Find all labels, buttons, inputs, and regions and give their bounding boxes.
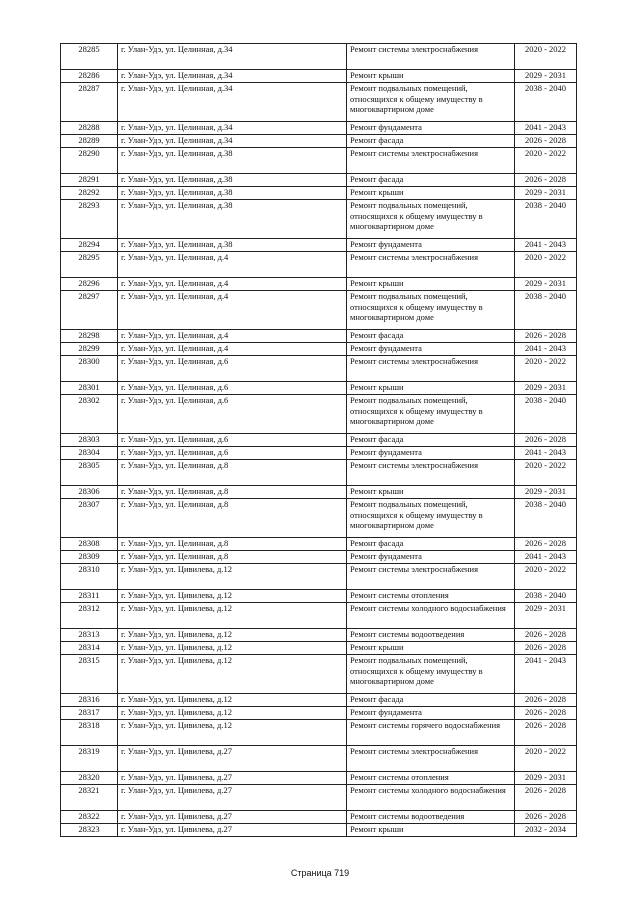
row-period-cell: 2029 - 2031 bbox=[515, 486, 577, 499]
row-address-cell: г. Улан-Удэ, ул. Цивилева, д.12 bbox=[118, 694, 347, 707]
table-row bbox=[61, 356, 577, 382]
row-address-cell: г. Улан-Удэ, ул. Целинная, д.38 bbox=[118, 148, 347, 174]
row-address-cell: г. Улан-Удэ, ул. Целинная, д.38 bbox=[118, 239, 347, 252]
table-row bbox=[61, 707, 577, 720]
row-id-cell: 28311 bbox=[61, 590, 118, 603]
row-work-cell: Ремонт системы холодного водоснабжения bbox=[347, 603, 515, 629]
table-row bbox=[61, 135, 577, 148]
table-row bbox=[61, 811, 577, 824]
row-period-cell: 2026 - 2028 bbox=[515, 707, 577, 720]
row-work-cell: Ремонт системы электроснабжения bbox=[347, 252, 515, 278]
row-address-cell: г. Улан-Удэ, ул. Целинная, д.38 bbox=[118, 187, 347, 200]
table-row bbox=[61, 343, 577, 356]
table-row bbox=[61, 642, 577, 655]
row-work-cell: Ремонт фасада bbox=[347, 174, 515, 187]
row-address-cell: г. Улан-Удэ, ул. Цивилева, д.12 bbox=[118, 720, 347, 746]
table-row bbox=[61, 291, 577, 330]
row-period-cell: 2026 - 2028 bbox=[515, 720, 577, 746]
table-row bbox=[61, 538, 577, 551]
row-id-cell: 28316 bbox=[61, 694, 118, 707]
row-period-cell: 2020 - 2022 bbox=[515, 252, 577, 278]
row-period-cell: 2026 - 2028 bbox=[515, 642, 577, 655]
row-work-cell: Ремонт крыши bbox=[347, 278, 515, 291]
row-work-cell: Ремонт крыши bbox=[347, 70, 515, 83]
row-work-cell: Ремонт системы отопления bbox=[347, 772, 515, 785]
row-work-cell: Ремонт подвальных помещений, относящихся к общему имуществу в многоквартирном доме bbox=[347, 291, 515, 330]
row-work-cell: Ремонт системы электроснабжения bbox=[347, 746, 515, 772]
row-work-cell: Ремонт крыши bbox=[347, 486, 515, 499]
row-period-cell: 2029 - 2031 bbox=[515, 772, 577, 785]
row-address-cell: г. Улан-Удэ, ул. Цивилева, д.27 bbox=[118, 824, 347, 837]
row-address-cell: г. Улан-Удэ, ул. Целинная, д.34 bbox=[118, 70, 347, 83]
row-work-cell: Ремонт фундамента bbox=[347, 707, 515, 720]
row-id-cell: 28310 bbox=[61, 564, 118, 590]
row-address-cell: г. Улан-Удэ, ул. Цивилева, д.27 bbox=[118, 811, 347, 824]
row-period-cell: 2038 - 2040 bbox=[515, 590, 577, 603]
table-row bbox=[61, 590, 577, 603]
row-period-cell: 2026 - 2028 bbox=[515, 434, 577, 447]
row-address-cell: г. Улан-Удэ, ул. Целинная, д.34 bbox=[118, 135, 347, 148]
row-work-cell: Ремонт системы водоотведения bbox=[347, 629, 515, 642]
row-id-cell: 28305 bbox=[61, 460, 118, 486]
row-period-cell: 2041 - 2043 bbox=[515, 655, 577, 694]
row-work-cell: Ремонт системы водоотведения bbox=[347, 811, 515, 824]
table-row bbox=[61, 382, 577, 395]
row-period-cell: 2038 - 2040 bbox=[515, 291, 577, 330]
row-period-cell: 2020 - 2022 bbox=[515, 564, 577, 590]
row-address-cell: г. Улан-Удэ, ул. Целинная, д.38 bbox=[118, 200, 347, 239]
row-address-cell: г. Улан-Удэ, ул. Цивилева, д.27 bbox=[118, 772, 347, 785]
row-work-cell: Ремонт подвальных помещений, относящихся к общему имуществу в многоквартирном доме bbox=[347, 200, 515, 239]
row-work-cell: Ремонт фундамента bbox=[347, 343, 515, 356]
row-address-cell: г. Улан-Удэ, ул. Цивилева, д.12 bbox=[118, 590, 347, 603]
row-id-cell: 28285 bbox=[61, 44, 118, 70]
row-period-cell: 2026 - 2028 bbox=[515, 174, 577, 187]
row-period-cell: 2020 - 2022 bbox=[515, 746, 577, 772]
table-row bbox=[61, 395, 577, 434]
row-address-cell: г. Улан-Удэ, ул. Целинная, д.6 bbox=[118, 395, 347, 434]
row-work-cell: Ремонт подвальных помещений, относящихся к общему имуществу в многоквартирном доме bbox=[347, 83, 515, 122]
repair-schedule-table bbox=[60, 43, 577, 837]
row-period-cell: 2026 - 2028 bbox=[515, 135, 577, 148]
row-id-cell: 28317 bbox=[61, 707, 118, 720]
row-id-cell: 28293 bbox=[61, 200, 118, 239]
table-row bbox=[61, 499, 577, 538]
row-id-cell: 28300 bbox=[61, 356, 118, 382]
row-work-cell: Ремонт системы отопления bbox=[347, 590, 515, 603]
row-work-cell: Ремонт системы электроснабжения bbox=[347, 44, 515, 70]
table-row bbox=[61, 746, 577, 772]
row-id-cell: 28286 bbox=[61, 70, 118, 83]
row-id-cell: 28307 bbox=[61, 499, 118, 538]
row-address-cell: г. Улан-Удэ, ул. Целинная, д.8 bbox=[118, 460, 347, 486]
row-period-cell: 2020 - 2022 bbox=[515, 44, 577, 70]
row-work-cell: Ремонт фундамента bbox=[347, 239, 515, 252]
table-row bbox=[61, 148, 577, 174]
row-address-cell: г. Улан-Удэ, ул. Цивилева, д.12 bbox=[118, 655, 347, 694]
row-work-cell: Ремонт системы электроснабжения bbox=[347, 148, 515, 174]
table-row bbox=[61, 564, 577, 590]
table-row bbox=[61, 785, 577, 811]
row-id-cell: 28313 bbox=[61, 629, 118, 642]
row-id-cell: 28309 bbox=[61, 551, 118, 564]
table-row bbox=[61, 174, 577, 187]
row-address-cell: г. Улан-Удэ, ул. Цивилева, д.12 bbox=[118, 629, 347, 642]
table-row bbox=[61, 278, 577, 291]
row-id-cell: 28290 bbox=[61, 148, 118, 174]
row-work-cell: Ремонт крыши bbox=[347, 187, 515, 200]
row-address-cell: г. Улан-Удэ, ул. Целинная, д.34 bbox=[118, 44, 347, 70]
row-period-cell: 2032 - 2034 bbox=[515, 824, 577, 837]
row-id-cell: 28303 bbox=[61, 434, 118, 447]
table-row bbox=[61, 551, 577, 564]
row-work-cell: Ремонт системы электроснабжения bbox=[347, 356, 515, 382]
row-address-cell: г. Улан-Удэ, ул. Целинная, д.6 bbox=[118, 434, 347, 447]
row-address-cell: г. Улан-Удэ, ул. Целинная, д.4 bbox=[118, 278, 347, 291]
table-row bbox=[61, 200, 577, 239]
table-row bbox=[61, 447, 577, 460]
row-work-cell: Ремонт фасада bbox=[347, 330, 515, 343]
row-id-cell: 28295 bbox=[61, 252, 118, 278]
row-id-cell: 28323 bbox=[61, 824, 118, 837]
table-body bbox=[61, 44, 577, 837]
row-period-cell: 2026 - 2028 bbox=[515, 785, 577, 811]
row-period-cell: 2038 - 2040 bbox=[515, 499, 577, 538]
row-address-cell: г. Улан-Удэ, ул. Целинная, д.4 bbox=[118, 291, 347, 330]
table-row bbox=[61, 239, 577, 252]
row-address-cell: г. Улан-Удэ, ул. Цивилева, д.12 bbox=[118, 603, 347, 629]
row-address-cell: г. Улан-Удэ, ул. Целинная, д.6 bbox=[118, 382, 347, 395]
row-work-cell: Ремонт фундамента bbox=[347, 551, 515, 564]
row-work-cell: Ремонт крыши bbox=[347, 824, 515, 837]
table-row bbox=[61, 70, 577, 83]
row-id-cell: 28294 bbox=[61, 239, 118, 252]
row-address-cell: г. Улан-Удэ, ул. Целинная, д.8 bbox=[118, 499, 347, 538]
row-period-cell: 2029 - 2031 bbox=[515, 70, 577, 83]
row-id-cell: 28292 bbox=[61, 187, 118, 200]
table-row bbox=[61, 772, 577, 785]
row-work-cell: Ремонт фасада bbox=[347, 538, 515, 551]
row-address-cell: г. Улан-Удэ, ул. Цивилева, д.27 bbox=[118, 746, 347, 772]
row-period-cell: 2020 - 2022 bbox=[515, 460, 577, 486]
row-id-cell: 28320 bbox=[61, 772, 118, 785]
row-id-cell: 28321 bbox=[61, 785, 118, 811]
row-period-cell: 2041 - 2043 bbox=[515, 551, 577, 564]
row-period-cell: 2026 - 2028 bbox=[515, 811, 577, 824]
row-work-cell: Ремонт подвальных помещений, относящихся к общему имуществу в многоквартирном доме bbox=[347, 395, 515, 434]
row-id-cell: 28312 bbox=[61, 603, 118, 629]
row-address-cell: г. Улан-Удэ, ул. Целинная, д.6 bbox=[118, 447, 347, 460]
row-id-cell: 28322 bbox=[61, 811, 118, 824]
row-period-cell: 2026 - 2028 bbox=[515, 694, 577, 707]
row-address-cell: г. Улан-Удэ, ул. Целинная, д.38 bbox=[118, 174, 347, 187]
row-period-cell: 2026 - 2028 bbox=[515, 538, 577, 551]
table-row bbox=[61, 824, 577, 837]
row-id-cell: 28314 bbox=[61, 642, 118, 655]
row-address-cell: г. Улан-Удэ, ул. Целинная, д.8 bbox=[118, 551, 347, 564]
row-work-cell: Ремонт фундамента bbox=[347, 447, 515, 460]
row-period-cell: 2020 - 2022 bbox=[515, 356, 577, 382]
row-address-cell: г. Улан-Удэ, ул. Целинная, д.4 bbox=[118, 252, 347, 278]
row-id-cell: 28291 bbox=[61, 174, 118, 187]
row-id-cell: 28301 bbox=[61, 382, 118, 395]
row-period-cell: 2029 - 2031 bbox=[515, 382, 577, 395]
row-period-cell: 2020 - 2022 bbox=[515, 148, 577, 174]
row-work-cell: Ремонт фасада bbox=[347, 135, 515, 148]
table-row bbox=[61, 629, 577, 642]
row-address-cell: г. Улан-Удэ, ул. Цивилева, д.12 bbox=[118, 707, 347, 720]
row-work-cell: Ремонт фасада bbox=[347, 694, 515, 707]
table-row bbox=[61, 603, 577, 629]
table-row bbox=[61, 720, 577, 746]
row-address-cell: г. Улан-Удэ, ул. Целинная, д.34 bbox=[118, 122, 347, 135]
row-address-cell: г. Улан-Удэ, ул. Целинная, д.4 bbox=[118, 343, 347, 356]
row-work-cell: Ремонт фундамента bbox=[347, 122, 515, 135]
row-id-cell: 28308 bbox=[61, 538, 118, 551]
row-period-cell: 2026 - 2028 bbox=[515, 330, 577, 343]
row-work-cell: Ремонт системы горячего водоснабжения bbox=[347, 720, 515, 746]
row-address-cell: г. Улан-Удэ, ул. Цивилева, д.27 bbox=[118, 785, 347, 811]
row-id-cell: 28299 bbox=[61, 343, 118, 356]
table-row bbox=[61, 122, 577, 135]
row-work-cell: Ремонт крыши bbox=[347, 382, 515, 395]
table-row bbox=[61, 434, 577, 447]
row-id-cell: 28302 bbox=[61, 395, 118, 434]
row-work-cell: Ремонт крыши bbox=[347, 642, 515, 655]
row-period-cell: 2026 - 2028 bbox=[515, 629, 577, 642]
table-row bbox=[61, 83, 577, 122]
row-period-cell: 2038 - 2040 bbox=[515, 395, 577, 434]
table-row bbox=[61, 187, 577, 200]
row-address-cell: г. Улан-Удэ, ул. Цивилева, д.12 bbox=[118, 564, 347, 590]
page-number: Страница 719 bbox=[290, 868, 350, 878]
row-id-cell: 28297 bbox=[61, 291, 118, 330]
row-address-cell: г. Улан-Удэ, ул. Цивилева, д.12 bbox=[118, 642, 347, 655]
row-id-cell: 28319 bbox=[61, 746, 118, 772]
row-address-cell: г. Улан-Удэ, ул. Целинная, д.8 bbox=[118, 486, 347, 499]
row-period-cell: 2038 - 2040 bbox=[515, 83, 577, 122]
row-work-cell: Ремонт системы электроснабжения bbox=[347, 564, 515, 590]
row-id-cell: 28296 bbox=[61, 278, 118, 291]
row-work-cell: Ремонт подвальных помещений, относящихся к общему имуществу в многоквартирном доме bbox=[347, 499, 515, 538]
row-period-cell: 2029 - 2031 bbox=[515, 278, 577, 291]
row-work-cell: Ремонт подвальных помещений, относящихся к общему имуществу в многоквартирном доме bbox=[347, 655, 515, 694]
row-period-cell: 2029 - 2031 bbox=[515, 187, 577, 200]
row-id-cell: 28318 bbox=[61, 720, 118, 746]
table-row bbox=[61, 694, 577, 707]
row-address-cell: г. Улан-Удэ, ул. Целинная, д.4 bbox=[118, 330, 347, 343]
table-row bbox=[61, 460, 577, 486]
row-id-cell: 28289 bbox=[61, 135, 118, 148]
row-work-cell: Ремонт фасада bbox=[347, 434, 515, 447]
table-row bbox=[61, 486, 577, 499]
row-period-cell: 2038 - 2040 bbox=[515, 200, 577, 239]
row-address-cell: г. Улан-Удэ, ул. Целинная, д.8 bbox=[118, 538, 347, 551]
row-period-cell: 2041 - 2043 bbox=[515, 447, 577, 460]
row-period-cell: 2041 - 2043 bbox=[515, 239, 577, 252]
row-id-cell: 28298 bbox=[61, 330, 118, 343]
table-row bbox=[61, 252, 577, 278]
row-id-cell: 28304 bbox=[61, 447, 118, 460]
row-period-cell: 2041 - 2043 bbox=[515, 343, 577, 356]
row-work-cell: Ремонт системы электроснабжения bbox=[347, 460, 515, 486]
table-row bbox=[61, 330, 577, 343]
row-address-cell: г. Улан-Удэ, ул. Целинная, д.34 bbox=[118, 83, 347, 122]
table-row bbox=[61, 655, 577, 694]
row-period-cell: 2041 - 2043 bbox=[515, 122, 577, 135]
row-id-cell: 28306 bbox=[61, 486, 118, 499]
row-work-cell: Ремонт системы холодного водоснабжения bbox=[347, 785, 515, 811]
row-id-cell: 28287 bbox=[61, 83, 118, 122]
row-address-cell: г. Улан-Удэ, ул. Целинная, д.6 bbox=[118, 356, 347, 382]
row-id-cell: 28288 bbox=[61, 122, 118, 135]
row-period-cell: 2029 - 2031 bbox=[515, 603, 577, 629]
row-id-cell: 28315 bbox=[61, 655, 118, 694]
table-row bbox=[61, 44, 577, 70]
